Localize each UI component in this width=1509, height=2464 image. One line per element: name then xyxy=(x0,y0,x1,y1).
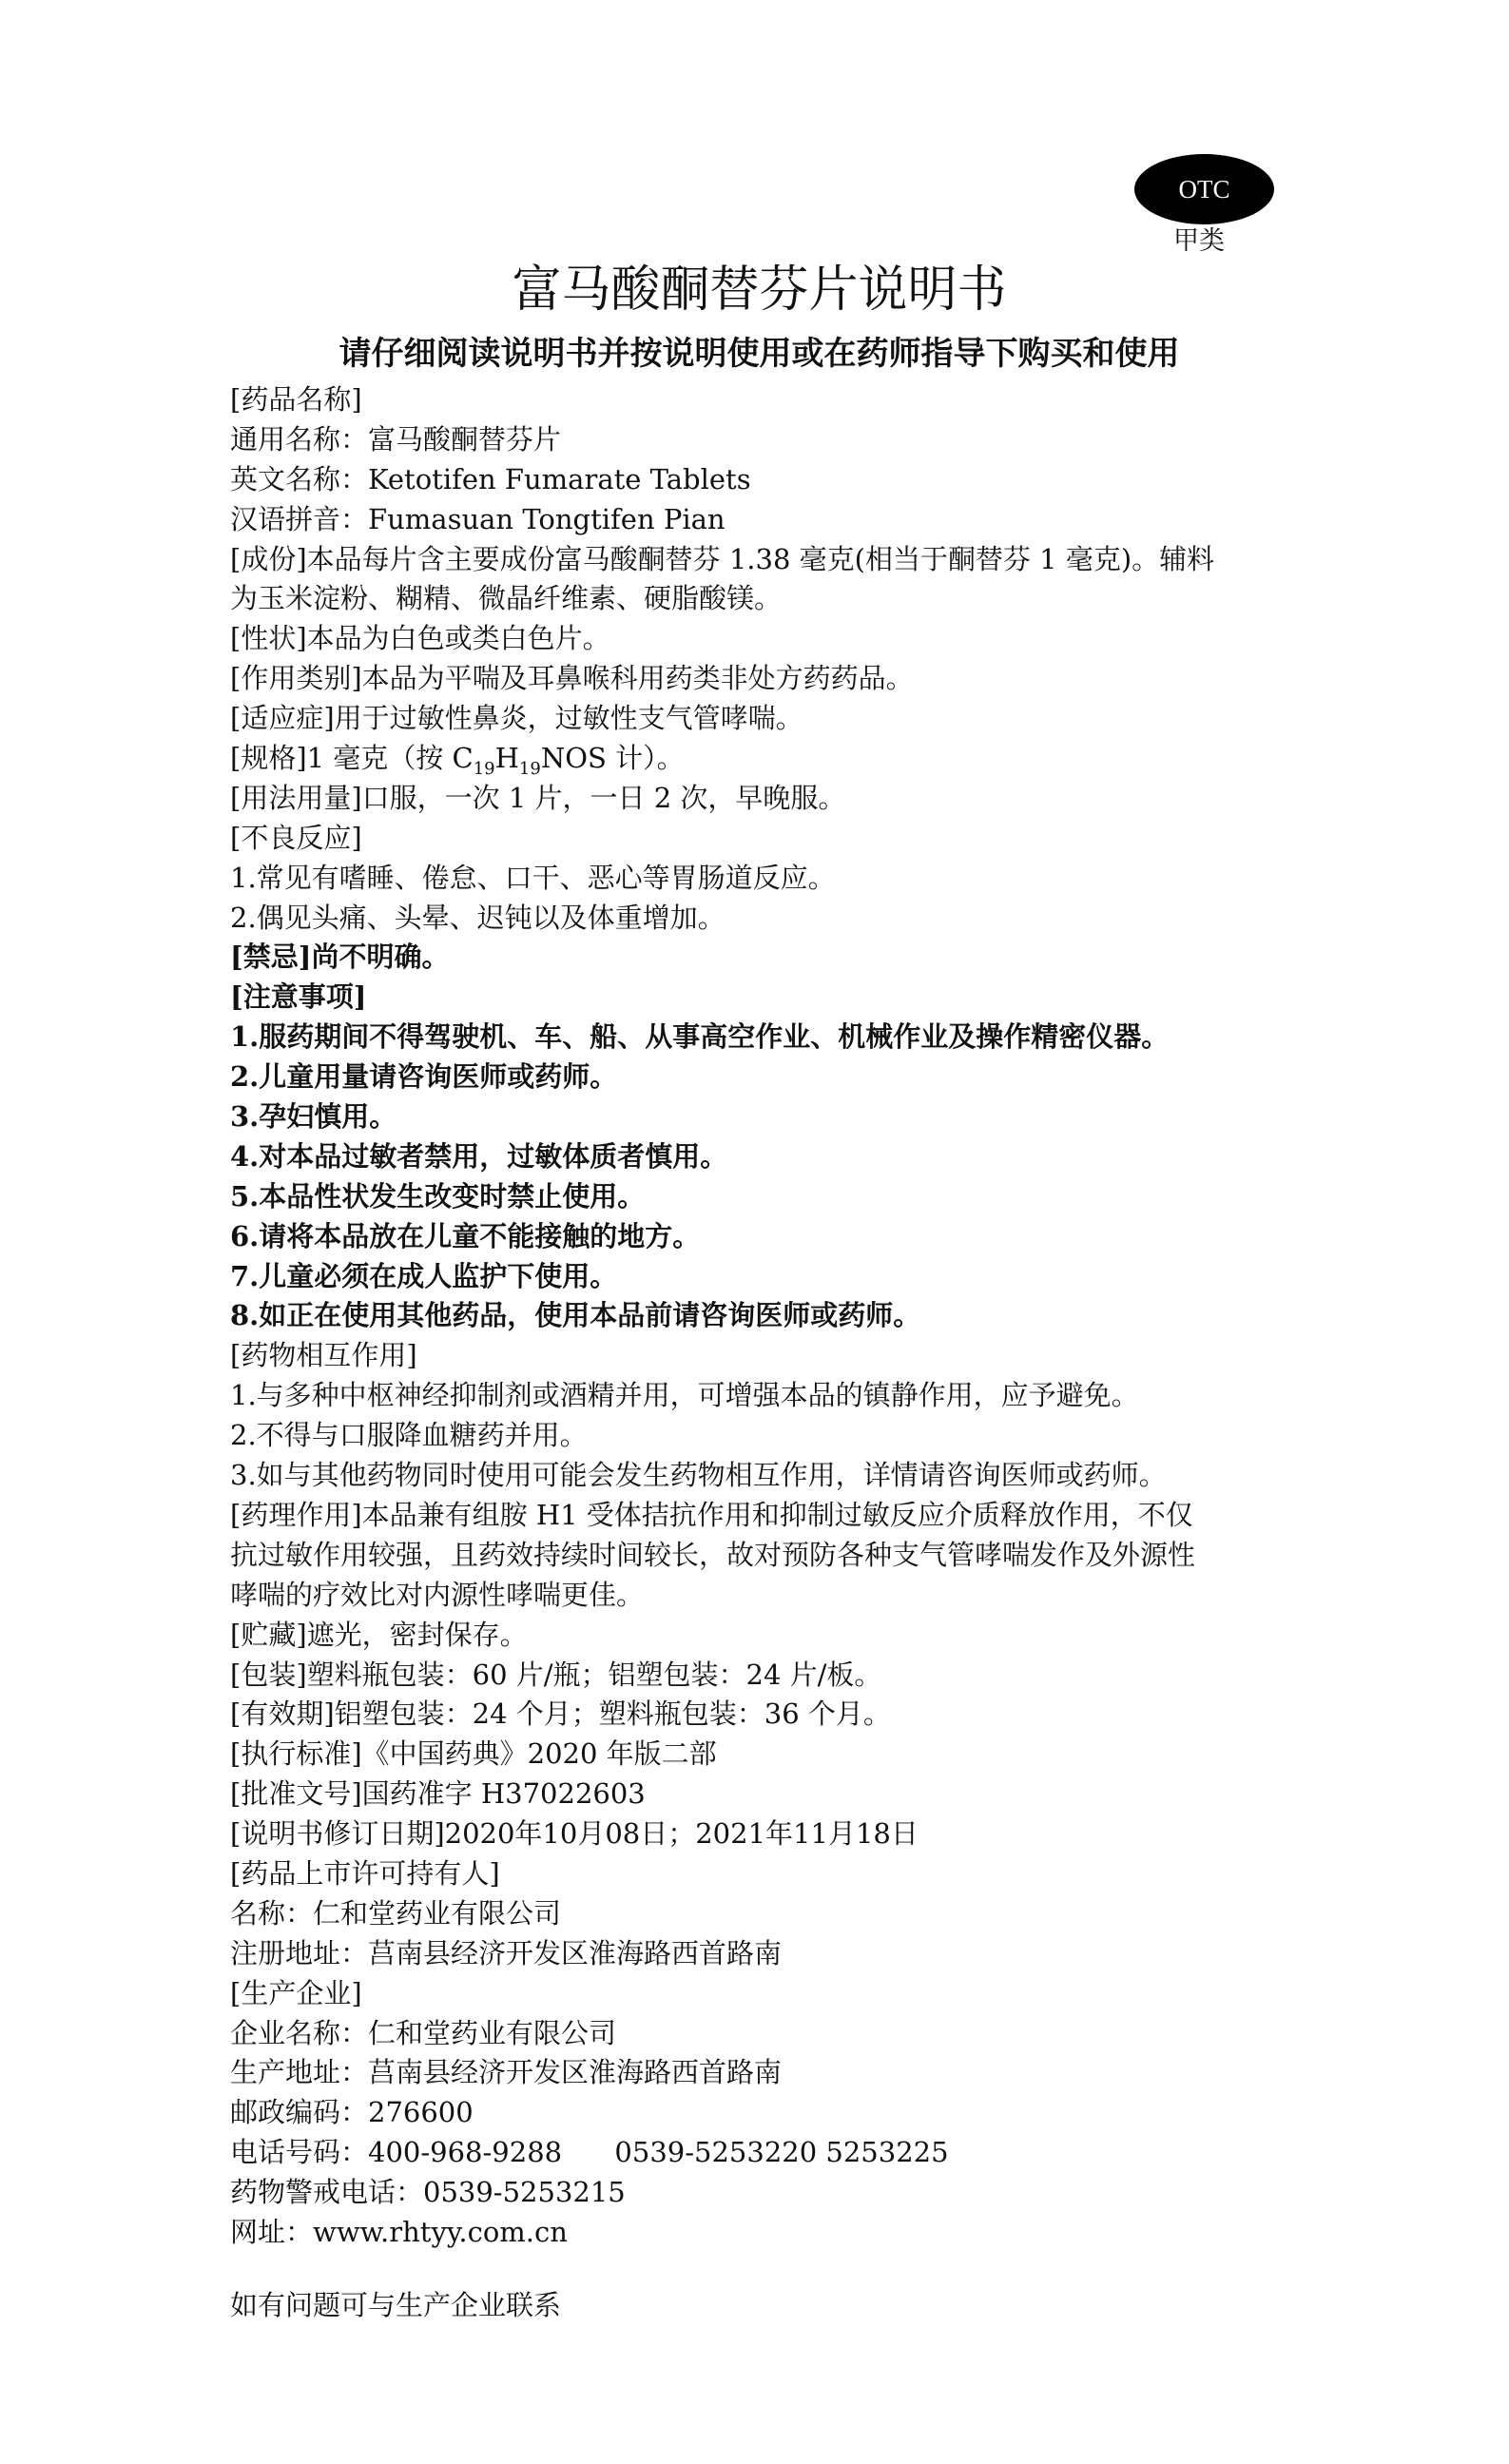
packaging: [包装]塑料瓶包装：60 片/瓶；铝塑包装：24 片/板。 xyxy=(230,1658,882,1691)
precaution-item: 4.对本品过敏者禁用，过敏体质者慎用。 xyxy=(230,1139,728,1173)
precaution-item: 1.服药期间不得驾驶机、车、船、从事高空作业、机械作业及操作精密仪器。 xyxy=(230,1020,1170,1054)
mah-address: 注册地址：莒南县经济开发区淮海路西首路南 xyxy=(230,1936,783,1969)
manufacturer-address: 生产地址：莒南县经济开发区淮海路西首路南 xyxy=(230,2056,783,2089)
pinyin-name: 汉语拼音：Fumasuan Tongtifen Pian xyxy=(230,502,725,535)
manufacturer-heading: [生产企业] xyxy=(230,1976,362,2009)
approval-number: [批准文号]国药准字 H37022603 xyxy=(230,1777,646,1811)
standard: [执行标准]《中国药典》2020 年版二部 xyxy=(230,1737,717,1771)
spec-mid: H xyxy=(494,742,519,775)
adverse-item-1: 1.常见有嗜睡、倦怠、口干、恶心等胃肠道反应。 xyxy=(230,861,836,894)
interaction-item: 3.如与其他药物同时使用可能会发生药物相互作用，详情请咨询医师或药师。 xyxy=(230,1459,1167,1492)
otc-label: OTC xyxy=(1178,174,1230,204)
precaution-item: 8.如正在使用其他药品，使用本品前请咨询医师或药师。 xyxy=(230,1299,921,1332)
contraindications: [禁忌]尚不明确。 xyxy=(230,941,450,974)
dosage: [用法用量]口服，一次 1 片，一日 2 次，早晚服。 xyxy=(230,781,846,814)
precaution-item: 6.请将本品放在儿童不能接触的地方。 xyxy=(230,1219,701,1252)
precaution-item: 2.儿童用量请咨询医师或药师。 xyxy=(230,1060,618,1094)
interactions-heading: [药物相互作用] xyxy=(230,1339,417,1372)
adverse-heading: [不良反应] xyxy=(230,821,362,854)
interaction-item: 2.不得与口服降血糖药并用。 xyxy=(230,1419,588,1452)
generic-name: 通用名称：富马酸酮替芬片 xyxy=(230,422,562,456)
postcode: 邮政编码：276600 xyxy=(230,2096,474,2129)
precaution-item: 3.孕妇慎用。 xyxy=(230,1100,397,1134)
spec-suffix: NOS 计）。 xyxy=(540,742,685,775)
spec-subscript-2: 19 xyxy=(518,758,541,779)
drug-name-heading: [药品名称] xyxy=(230,383,362,416)
spec-subscript-1: 19 xyxy=(473,758,495,779)
specification xyxy=(230,739,1290,779)
website: 网址：www.rhtyy.com.cn xyxy=(230,2215,568,2248)
composition-line-2: 为玉米淀粉、糊精、微晶纤维素、硬脂酸镁。 xyxy=(230,582,783,615)
precaution-item: 5.本品性状发生改变时禁止使用。 xyxy=(230,1179,646,1213)
category: [作用类别]本品为平喘及耳鼻喉科用药类非处方药药品。 xyxy=(230,662,914,695)
page-subtitle: 请仔细阅读说明书并按说明使用或在药师指导下购买和使用 xyxy=(339,335,1180,373)
precaution-item: 7.儿童必须在成人监护下使用。 xyxy=(230,1259,618,1292)
appearance: [性状]本品为白色或类白色片。 xyxy=(230,622,610,655)
composition-line-1: [成份]本品每片含主要成份富马酸酮替芬 1.38 毫克(相当于酮替芬 1 毫克)。辅料 xyxy=(230,542,1215,575)
page-title: 富马酸酮替芬片说明书 xyxy=(512,262,1007,319)
precautions-heading: [注意事项] xyxy=(230,980,367,1014)
mah-heading: [药品上市许可持有人] xyxy=(230,1856,500,1890)
validity: [有效期]铝塑包装：24 个月；塑料瓶包装：36 个月。 xyxy=(230,1698,891,1731)
spec-prefix: [规格]1 毫克（按 C xyxy=(230,742,474,775)
contact-note: 如有问题可与生产企业联系 xyxy=(230,2288,562,2321)
pharmacology-line-1: [药理作用]本品兼有组胺 H1 受体拮抗作用和抑制过敏反应介质释放作用，不仅 xyxy=(230,1498,1193,1531)
interaction-item: 1.与多种中枢神经抑制剂或酒精并用，可增强本品的镇静作用，应予避免。 xyxy=(230,1379,1139,1412)
otc-class-label: 甲类 xyxy=(1173,226,1225,256)
storage: [贮藏]遮光，密封保存。 xyxy=(230,1618,528,1651)
phone-numbers: 电话号码：400-968-9288 0539-5253220 5253225 xyxy=(230,2136,949,2169)
manufacturer-name: 企业名称：仁和堂药业有限公司 xyxy=(230,2016,617,2049)
english-name: 英文名称：Ketotifen Fumarate Tablets xyxy=(230,462,751,495)
pharmacology-line-3: 哮喘的疗效比对内源性哮喘更佳。 xyxy=(230,1578,645,1611)
revision-date: [说明书修订日期]2020年10月08日；2021年11月18日 xyxy=(230,1817,919,1851)
leaflet-body xyxy=(230,380,1290,2326)
pharmacovigilance-phone: 药物警戒电话：0539-5253215 xyxy=(230,2176,626,2209)
otc-badge xyxy=(1134,154,1274,224)
pharmacology-line-2: 抗过敏作用较强，且药效持续时间较长，故对预防各种支气管哮喘发作及外源性 xyxy=(230,1538,1196,1571)
indications: [适应症]用于过敏性鼻炎，过敏性支气管哮喘。 xyxy=(230,702,803,735)
mah-name: 名称：仁和堂药业有限公司 xyxy=(230,1896,562,1930)
adverse-item-2: 2.偶见头痛、头晕、迟钝以及体重增加。 xyxy=(230,901,725,934)
